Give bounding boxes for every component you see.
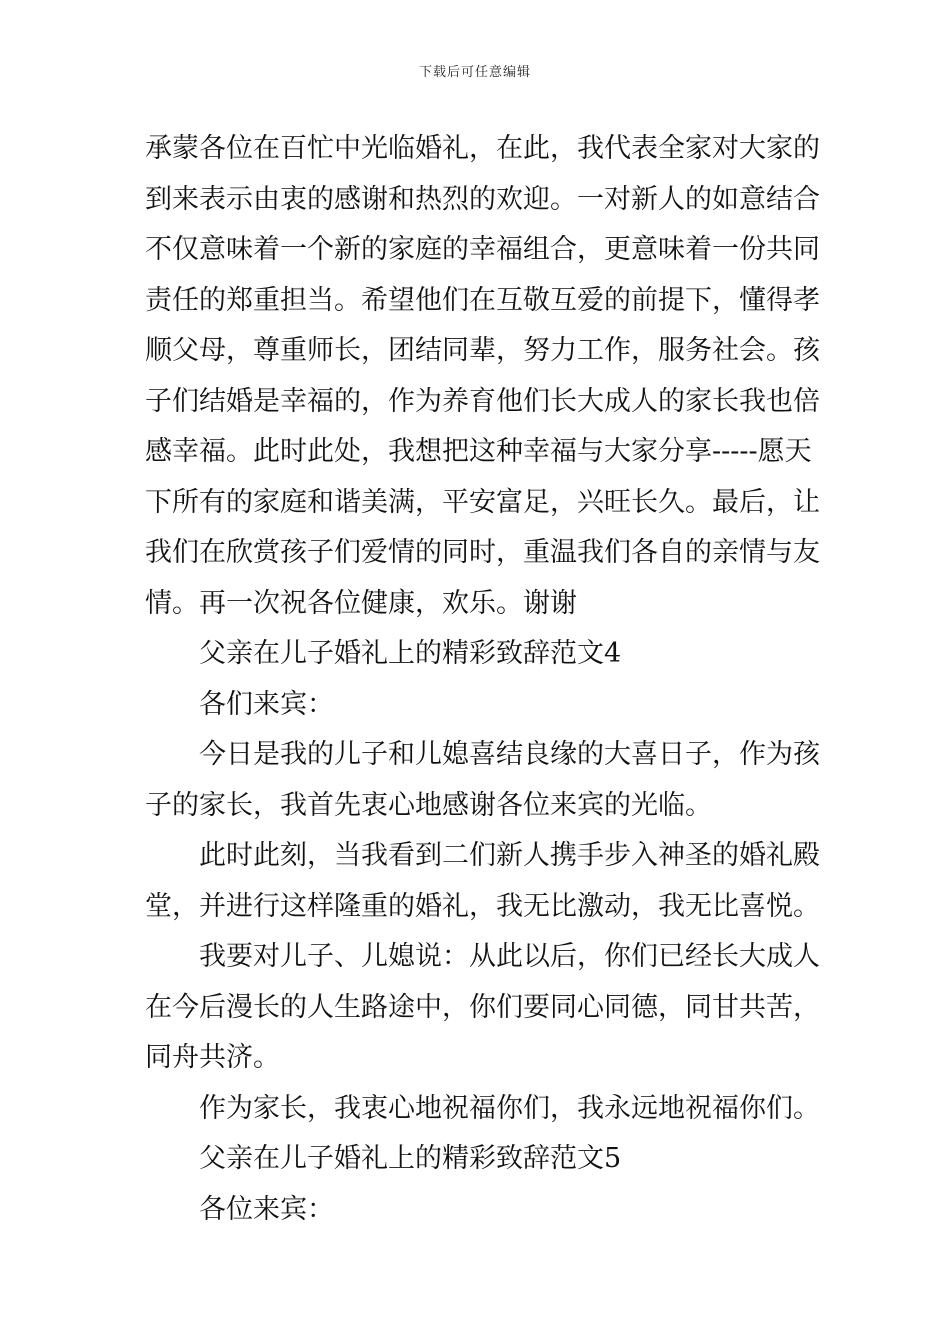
text-line: 责任的郑重担当。希望他们在互敬互爱的前提下，懂得孝	[145, 284, 820, 316]
text-line: 我们在欣赏孩子们爱情的同时，重温我们各自的亲情与友	[145, 537, 820, 568]
text-line: 承蒙各位在百忙中光临婚礼，在此，我代表全家对大家的	[145, 133, 820, 164]
page-header: 下载后可任意编辑	[418, 65, 531, 80]
text-line: 感幸福。此时此处，我想把这种幸福与大家分享-----愿天	[145, 436, 812, 467]
text-line: 此时此刻，当我看到二们新人携手步入神圣的婚礼殿	[199, 840, 820, 871]
text-line: 下所有的家庭和谐美满，平安富足，兴旺长久。最后，让	[145, 486, 820, 518]
text-line: 今日是我的儿子和儿媳喜结良缘的大喜日子，作为孩	[199, 739, 820, 770]
text-line: 我要对儿子、儿媳说：从此以后，你们已经长大成人	[199, 941, 820, 972]
document-body	[145, 124, 820, 1235]
text-line: 堂，并进行这样隆重的婚礼，我无比激动，我无比喜悦。	[145, 890, 820, 922]
text-line: 同舟共济。	[145, 1042, 280, 1073]
text-line: 在今后漫长的人生路途中，你们要同心同德，同甘共苦，	[145, 991, 820, 1023]
text-line: 子的家长，我首先衷心地感谢各位来宾的光临。	[145, 789, 712, 821]
text-line: 子们结婚是幸福的，作为养育他们长大成人的家长我也倍	[145, 385, 820, 417]
text-line: 作为家长，我衷心地祝福你们，我永远地祝福你们。	[199, 1092, 820, 1124]
text-line: 各们来宾：	[199, 688, 334, 720]
text-line: 顺父母，尊重师长，团结同辈，努力工作，服务社会。孩	[145, 335, 820, 366]
text-line: 情。再一次祝各位健康，欢乐。谢谢	[145, 587, 577, 619]
text-line: 父亲在儿子婚礼上的精彩致辞范文4	[199, 638, 622, 669]
text-line: 父亲在儿子婚礼上的精彩致辞范文5	[199, 1143, 622, 1174]
text-line: 到来表示由衷的感谢和热烈的欢迎。一对新人的如意结合	[145, 183, 820, 215]
text-line: 各位来宾：	[199, 1193, 334, 1225]
text-line: 不仅意味着一个新的家庭的幸福组合，更意味着一份共同	[145, 234, 820, 265]
